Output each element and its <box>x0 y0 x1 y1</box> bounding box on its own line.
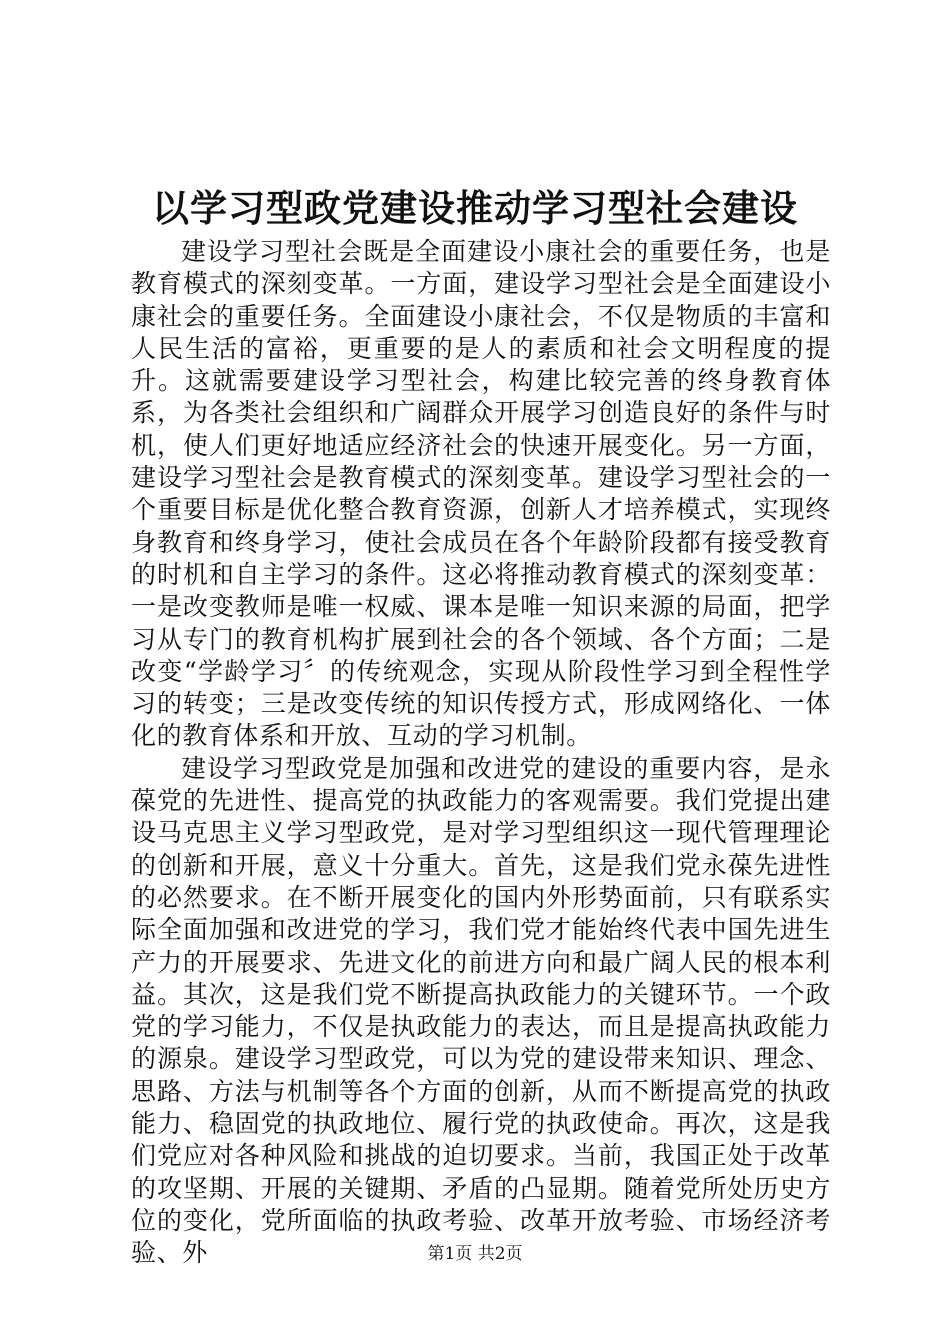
paragraph-learning-society: 建设学习型社会既是全面建设小康社会的重要任务，也是教育模式的深刻变革。一方面，建设学习型社会是全面建设小康社会的重要任务。全面建设小康社会，不仅是物质的丰富和人民生活的富裕，更重要的是人的素质和社会文明程度的提升。这就需要建设学习型社会，构建比较完善的终身教育体系，为各类社会组织和广阔群众开展学习创造良好的条件与时机，使人们更好地适应经济社会的快速开展变化。另一方面，建设学习型社会是教育模式的深刻变革。建设学习型社会的一个重要目标是优化整合教育资源，创新人才培养模式，实现终身教育和终身学习，使社会成员在各个年龄阶段都有接受教育的时机和自主学习的条件。这必将推动教育模式的深刻变革：一是改变教师是唯一权威、课本是唯一知识来源的局面，把学习从专门的教育机构扩展到社会的各个领域、各个方面；二是改变“学龄学习〞的传统观念，实现从阶段性学习到全程性学习的转变；三是改变传统的知识传授方式，形成网络化、一体化的教育体系和开放、互动的学习机制。 <box>131 237 831 751</box>
paragraph-learning-party: 建设学习型政党是加强和改进党的建设的重要内容，是永葆党的先进性、提高党的执政能力的客观需要。我们党提出建设马克思主义学习型政党，是对学习型组织这一现代管理理论的创新和开展，意义十分重大。首先，这是我们党永葆先进性的必然要求。在不断开展变化的国内外形势面前，只有联系实际全面加强和改进党的学习，我们党才能始终代表中国先进生产力的开展要求、先进文化的前进方向和最广阔人民的根本利益。其次，这是我们党不断提高执政能力的关键环节。一个政党的学习能力，不仅是执政能力的表达，而且是提高执政能力的源泉。建设学习型政党，可以为党的建设带来知识、理念、思路、方法与机制等各个方面的创新，从而不断提高党的执政能力、稳固党的执政地位、履行党的执政使命。再次，这是我们党应对各种风险和挑战的迫切要求。当前，我国正处于改革的攻坚期、开展的关键期、矛盾的凸显期。随着党所处历史方位的变化，党所面临的执政考验、改革开放考验、市场经济考验、外 <box>131 753 831 1268</box>
document-body <box>131 236 831 1270</box>
page-number-footer: 第1页 共2页 <box>427 1244 523 1264</box>
document-title: 以学习型政党建设推动学习型社会建设 <box>152 186 798 230</box>
